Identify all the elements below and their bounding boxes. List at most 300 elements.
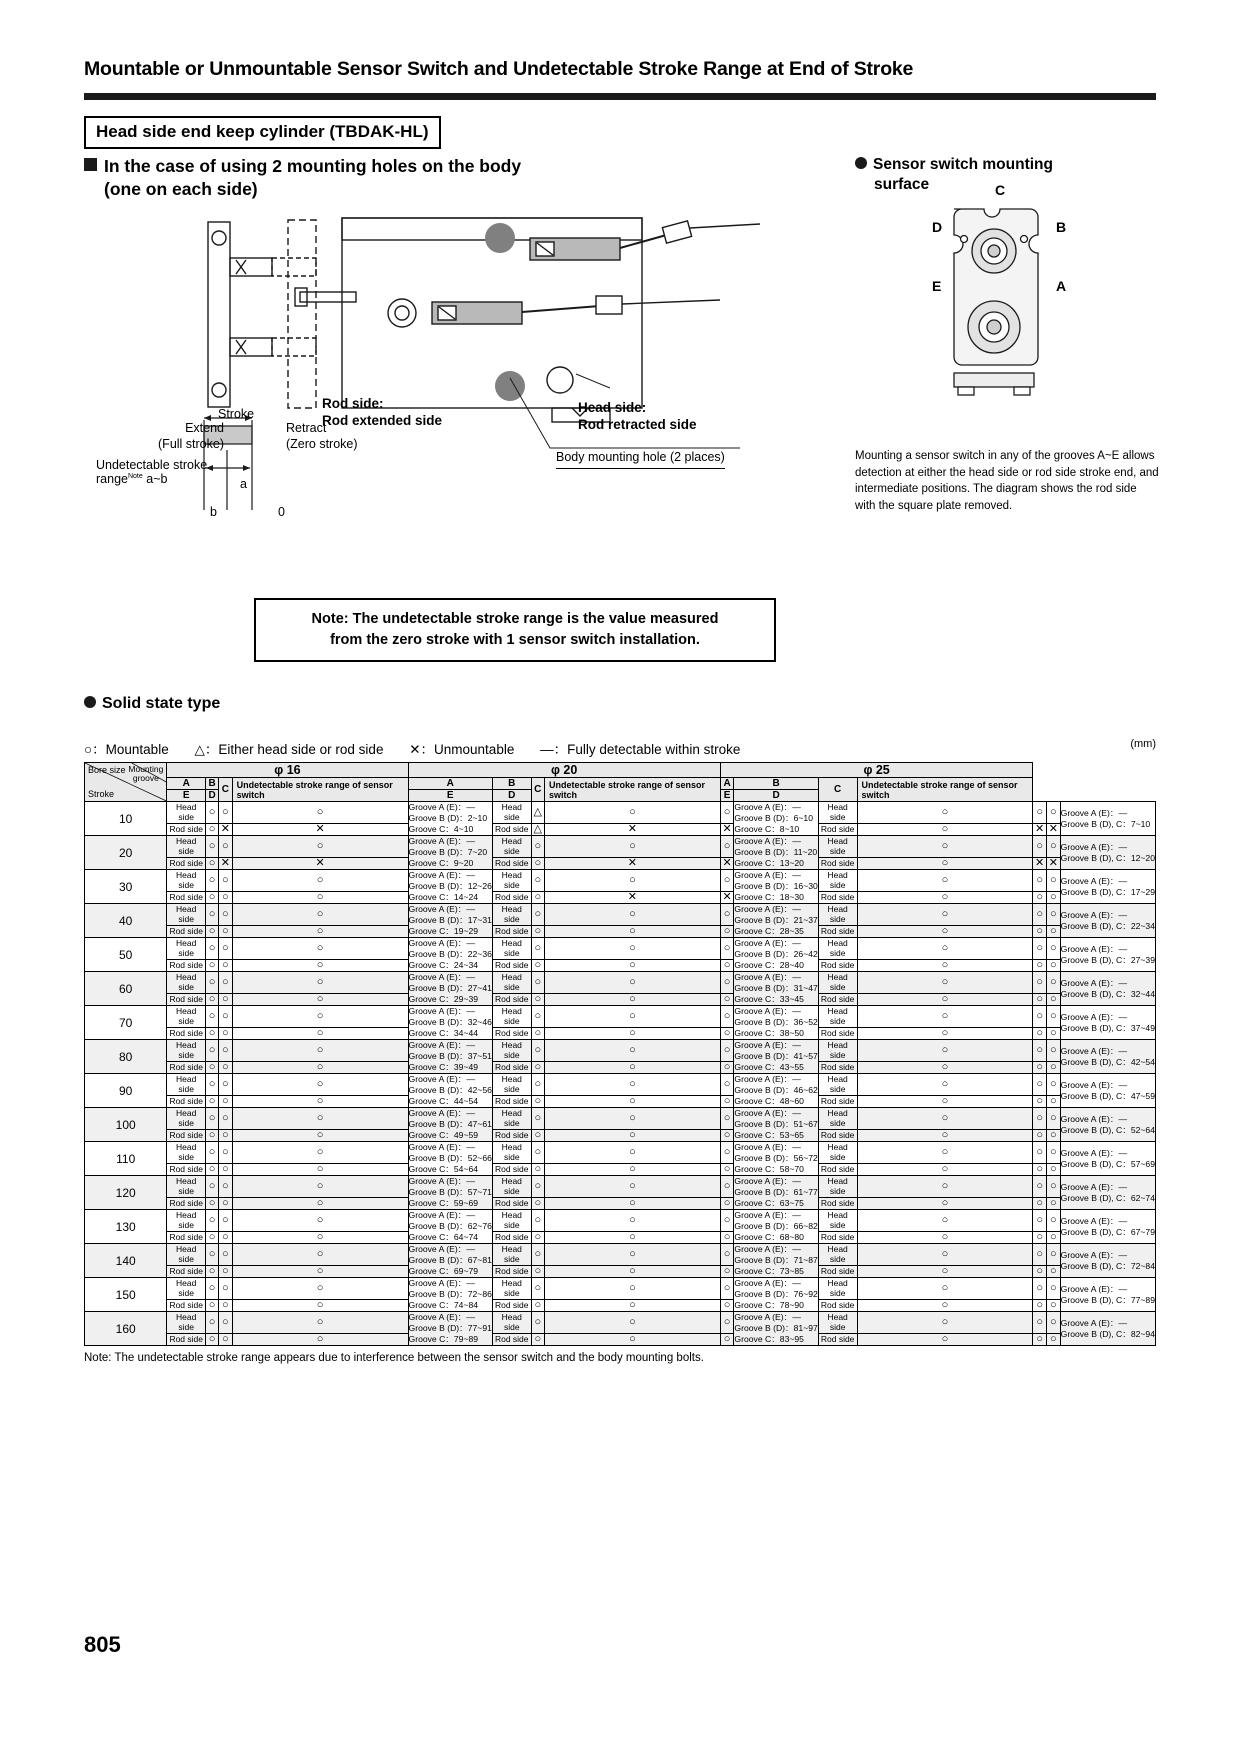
mark-head-c: ○: [720, 972, 734, 994]
mark-head-b: ○: [1033, 1278, 1047, 1300]
range-cell: [408, 1006, 492, 1040]
mark-head-a: ○: [206, 904, 219, 926]
label-zero: 0: [278, 505, 285, 519]
side-label-head: Head side: [492, 1108, 531, 1130]
stroke-value: 100: [85, 1108, 167, 1142]
range-cell: [734, 1312, 818, 1346]
range-line: Groove C：63~75: [734, 1198, 804, 1208]
table-row: [85, 1265, 1156, 1277]
mark-rod-c: ○: [1046, 1061, 1060, 1073]
col-range-20: Undetectable stroke range of sensor switch: [544, 778, 720, 802]
mark-rod-b: ○: [1033, 1095, 1047, 1107]
legend-item-3: —：Fully detectable within stroke: [540, 742, 741, 757]
mark-rod-c: ○: [232, 1265, 408, 1277]
range-line: Groove A (E)：—: [408, 904, 475, 914]
side-label-rod: Rod side: [167, 993, 206, 1005]
range-line: Groove C：33~45: [734, 994, 804, 1004]
range-line: Groove C：83~95: [734, 1334, 804, 1344]
mark-rod-b: ○: [1033, 1061, 1047, 1073]
range-line: Groove A (E)：—: [734, 1210, 801, 1220]
mark-head-a: ○: [857, 1244, 1033, 1266]
mark-head-a: ○: [206, 938, 219, 960]
range-cell: [408, 1040, 492, 1074]
side-label-rod: Rod side: [492, 1231, 531, 1243]
mark-head-c: ○: [720, 1244, 734, 1266]
stroke-value: 70: [85, 1006, 167, 1040]
mark-rod-a: ○: [206, 1163, 219, 1175]
mark-head-c: ○: [232, 1278, 408, 1300]
legend-item-2: ✕：Unmountable: [409, 742, 515, 757]
range-cell: [1060, 1244, 1155, 1278]
mark-rod-b: ○: [1033, 1163, 1047, 1175]
label-b: b: [210, 505, 217, 519]
range-cell: [408, 1108, 492, 1142]
side-label-rod: Rod side: [167, 1095, 206, 1107]
mark-rod-a: ○: [206, 1299, 219, 1311]
legend-item-1: △：Either head side or rod side: [194, 742, 384, 757]
range-cell: [734, 1278, 818, 1312]
table-row: [85, 1244, 1156, 1266]
stroke-value: 40: [85, 904, 167, 938]
side-label-head: Head side: [492, 1278, 531, 1300]
side-label-head: Head side: [818, 802, 857, 824]
range-line: Groove C：43~55: [734, 1062, 804, 1072]
mark-head-b: ○: [219, 1312, 233, 1334]
mark-head-a: ○: [531, 1312, 544, 1334]
mark-rod-c: ○: [232, 891, 408, 903]
stroke-value: 10: [85, 802, 167, 836]
side-label-rod: Rod side: [167, 891, 206, 903]
range-line: Groove C：14~24: [408, 892, 479, 902]
mark-head-c: ○: [1046, 1312, 1060, 1334]
table-row: [85, 870, 1156, 892]
range-line: Groove A (E)：—: [734, 802, 801, 812]
range-line: Groove A (E)：—: [734, 972, 801, 982]
mark-head-c: ○: [1046, 1006, 1060, 1028]
corner-mounting-groove: [128, 765, 163, 783]
range-line: Groove C：69~79: [408, 1266, 479, 1276]
side-label-rod: Rod side: [167, 1163, 206, 1175]
mark-head-c: ○: [232, 972, 408, 994]
mark-rod-a: ○: [531, 891, 544, 903]
page-number: 805: [84, 1632, 121, 1657]
table-header-groove: [85, 778, 1156, 802]
mark-head-c: ○: [720, 1142, 734, 1164]
mark-head-a: ○: [857, 1108, 1033, 1130]
range-line: Groove C：13~20: [734, 858, 804, 868]
mark-head-c: ○: [232, 1210, 408, 1232]
mark-head-a: ○: [531, 870, 544, 892]
range-line: Groove A (E)：—: [1060, 1215, 1128, 1226]
mark-rod-c: ✕: [1046, 857, 1060, 869]
mark-rod-c: ○: [1046, 1163, 1060, 1175]
mark-head-b: ○: [544, 1142, 720, 1164]
mark-head-b: ○: [219, 1210, 233, 1232]
mark-rod-a: ○: [531, 857, 544, 869]
mark-rod-a: ○: [857, 1231, 1033, 1243]
mark-head-a: ○: [531, 1142, 544, 1164]
mark-rod-c: ○: [720, 1129, 734, 1141]
mark-head-c: ○: [720, 836, 734, 858]
groove-label-a: A: [1056, 278, 1067, 294]
mark-rod-a: ○: [531, 1333, 544, 1345]
range-cell: [734, 836, 818, 870]
table-row: [85, 1197, 1156, 1209]
side-label-head: Head side: [492, 1210, 531, 1232]
mark-rod-a: ○: [857, 1299, 1033, 1311]
range-line: Groove A (E)：—: [1060, 977, 1128, 988]
range-cell: [1060, 870, 1155, 904]
mark-rod-a: ○: [206, 925, 219, 937]
corner-bore-size: Bore size: [88, 765, 126, 775]
side-label-head: Head side: [167, 1074, 206, 1096]
mark-head-a: ○: [531, 1244, 544, 1266]
square-bullet-icon: [84, 158, 97, 171]
range-line: Groove A (E)：—: [408, 1312, 475, 1322]
range-line: Groove A (E)：—: [734, 1312, 801, 1322]
mark-rod-b: ○: [1033, 1265, 1047, 1277]
side-label-rod: Rod side: [492, 1163, 531, 1175]
mark-rod-b: ○: [1033, 1197, 1047, 1209]
range-line: Groove A (E)：—: [408, 1244, 475, 1254]
col-c-16: C: [219, 778, 233, 802]
mark-head-b: ○: [544, 1244, 720, 1266]
table-row: [85, 938, 1156, 960]
mark-head-c: ○: [1046, 1210, 1060, 1232]
mark-rod-c: ✕: [720, 823, 734, 835]
mark-head-c: ○: [232, 836, 408, 858]
range-cell: [734, 904, 818, 938]
table-row: [85, 925, 1156, 937]
range-line: Groove B (D)：12~26: [408, 881, 492, 891]
mark-head-b: ○: [1033, 1040, 1047, 1062]
mark-head-a: ○: [531, 938, 544, 960]
mark-head-a: ○: [531, 1074, 544, 1096]
range-line: Groove C：53~65: [734, 1130, 804, 1140]
range-line: Groove C：54~64: [408, 1164, 479, 1174]
note-box-line2: from the zero stroke with 1 sensor switch installation.: [330, 632, 700, 649]
mark-rod-a: ○: [206, 1265, 219, 1277]
mark-rod-c: ○: [720, 993, 734, 1005]
mark-head-b: ○: [219, 802, 233, 824]
mark-rod-c: ○: [1046, 1129, 1060, 1141]
mark-head-c: ○: [1046, 1142, 1060, 1164]
col-b-16: [206, 778, 219, 802]
range-line: Groove B (D)：11~20: [734, 847, 818, 857]
side-label-head: Head side: [492, 802, 531, 824]
range-line: Groove B (D)：57~71: [408, 1187, 492, 1197]
mark-rod-c: ○: [1046, 1333, 1060, 1345]
side-label-rod: Rod side: [818, 1265, 857, 1277]
range-line: Groove C：48~60: [734, 1096, 804, 1106]
col-a-25-top: A: [723, 778, 731, 789]
range-line: Groove B (D), C：77~89: [1060, 1294, 1155, 1305]
mark-head-c: ○: [232, 1074, 408, 1096]
range-line: Groove A (E)：—: [408, 938, 475, 948]
range-cell: [408, 938, 492, 972]
mark-rod-c: ○: [720, 1299, 734, 1311]
side-label-head: Head side: [167, 802, 206, 824]
range-cell: [734, 972, 818, 1006]
mark-head-a: ○: [857, 1278, 1033, 1300]
mark-rod-b: ○: [544, 1231, 720, 1243]
side-label-rod: Rod side: [492, 1333, 531, 1345]
range-line: Groove C：78~90: [734, 1300, 804, 1310]
mark-head-b: ○: [544, 1006, 720, 1028]
mark-head-c: ○: [720, 1040, 734, 1062]
range-line: Groove C：38~50: [734, 1028, 804, 1038]
side-label-rod: Rod side: [167, 1061, 206, 1073]
side-label-rod: Rod side: [492, 857, 531, 869]
label-rod-side-2: Rod extended side: [322, 413, 443, 428]
mark-rod-c: ○: [720, 1197, 734, 1209]
mark-rod-b: ○: [544, 1061, 720, 1073]
side-label-head: Head side: [818, 870, 857, 892]
range-line: Groove A (E)：—: [734, 1142, 801, 1152]
range-line: Groove B (D), C：67~79: [1060, 1226, 1155, 1237]
table-row: [85, 836, 1156, 858]
mark-rod-b: ○: [1033, 993, 1047, 1005]
side-label-rod: Rod side: [167, 823, 206, 835]
range-cell: [1060, 1278, 1155, 1312]
range-cell: [1060, 972, 1155, 1006]
mark-rod-a: ○: [857, 857, 1033, 869]
mark-rod-b: ○: [544, 1095, 720, 1107]
side-label-head: Head side: [167, 938, 206, 960]
mark-rod-a: ○: [206, 1129, 219, 1141]
side-label-head: Head side: [167, 1278, 206, 1300]
table-row: [85, 1299, 1156, 1311]
mark-rod-c: ○: [232, 959, 408, 971]
col-b-16-top: B: [208, 778, 216, 789]
col-b-20-bottom: D: [493, 789, 531, 801]
mark-head-b: ○: [219, 1176, 233, 1198]
mark-head-b: ○: [544, 1074, 720, 1096]
stroke-range-table: [84, 762, 1156, 1346]
mark-head-b: ○: [1033, 802, 1047, 824]
side-label-head: Head side: [492, 1142, 531, 1164]
range-cell: [734, 1142, 818, 1176]
range-line: Groove C：44~54: [408, 1096, 479, 1106]
range-line: Groove B (D)：71~87: [734, 1255, 818, 1265]
mark-head-a: ○: [206, 1278, 219, 1300]
range-line: Groove B (D)：46~62: [734, 1085, 818, 1095]
mark-rod-a: ○: [857, 1129, 1033, 1141]
range-line: Groove A (E)：—: [734, 1108, 801, 1118]
mark-head-b: ○: [544, 904, 720, 926]
mark-rod-c: ○: [720, 1061, 734, 1073]
side-label-rod: Rod side: [167, 1265, 206, 1277]
side-label-head: Head side: [167, 1210, 206, 1232]
col-c-20: C: [531, 778, 544, 802]
mark-head-a: ○: [206, 1108, 219, 1130]
table-row: [85, 1061, 1156, 1073]
side-label-head: Head side: [492, 972, 531, 994]
side-label-head: Head side: [818, 1142, 857, 1164]
side-label-rod: Rod side: [492, 959, 531, 971]
range-line: Groove B (D), C：32~44: [1060, 988, 1155, 999]
mark-head-a: ○: [857, 802, 1033, 824]
mark-rod-a: ○: [857, 993, 1033, 1005]
mark-head-a: ○: [206, 1244, 219, 1266]
col-range-16: Undetectable stroke range of sensor switch: [232, 778, 408, 802]
mark-head-c: ○: [1046, 972, 1060, 994]
mark-head-c: ○: [720, 802, 734, 824]
mark-rod-c: ○: [1046, 925, 1060, 937]
mark-head-b: ○: [1033, 1176, 1047, 1198]
mark-head-c: ○: [232, 802, 408, 824]
side-label-head: Head side: [492, 836, 531, 858]
range-cell: [408, 904, 492, 938]
table-row: [85, 857, 1156, 869]
table-corner-cell: [85, 763, 167, 802]
range-cell: [408, 1074, 492, 1108]
undetectable-superscript: Note: [127, 472, 143, 480]
label-body-mounting-hole: Body mounting hole (2 places): [556, 450, 725, 469]
range-line: Groove B (D)：26~42: [734, 949, 818, 959]
mark-rod-b: ○: [219, 1095, 233, 1107]
mark-rod-c: ○: [720, 1265, 734, 1277]
mark-head-c: ○: [1046, 904, 1060, 926]
col-a-16-bottom: E: [167, 789, 205, 801]
table-row: [85, 1027, 1156, 1039]
mark-head-a: ○: [206, 1142, 219, 1164]
side-label-head: Head side: [818, 938, 857, 960]
stroke-value: 20: [85, 836, 167, 870]
range-line: Groove B (D)：17~31: [408, 915, 492, 925]
side-label-head: Head side: [818, 1108, 857, 1130]
mark-head-c: ○: [232, 870, 408, 892]
label-full-stroke: (Full stroke): [158, 437, 224, 451]
mark-rod-a: ○: [531, 1197, 544, 1209]
side-label-head: Head side: [167, 1312, 206, 1334]
side-label-head: Head side: [818, 1278, 857, 1300]
mark-rod-a: ○: [857, 925, 1033, 937]
mark-head-a: ○: [857, 1142, 1033, 1164]
range-line: Groove B (D), C：17~29: [1060, 886, 1155, 897]
mark-head-a: ○: [206, 1040, 219, 1062]
note-box: [254, 598, 776, 662]
range-line: Groove B (D)：52~66: [408, 1153, 492, 1163]
range-cell: [734, 1108, 818, 1142]
range-line: Groove C：49~59: [408, 1130, 479, 1140]
side-label-rod: Rod side: [167, 1231, 206, 1243]
groove-label-d: D: [932, 219, 943, 235]
mark-head-a: ○: [857, 1176, 1033, 1198]
mark-head-a: ○: [206, 1006, 219, 1028]
mark-rod-c: ✕: [232, 857, 408, 869]
mark-rod-b: ○: [544, 1265, 720, 1277]
mark-rod-a: ○: [206, 1027, 219, 1039]
mark-rod-b: ✕: [544, 857, 720, 869]
mark-rod-a: ○: [206, 959, 219, 971]
label-rod-side-1: Rod side:: [322, 396, 384, 411]
range-line: Groove B (D)：36~52: [734, 1017, 818, 1027]
table-row: [85, 1095, 1156, 1107]
mark-rod-b: ○: [219, 993, 233, 1005]
mark-head-b: ○: [544, 1210, 720, 1232]
mark-head-c: ○: [232, 1040, 408, 1062]
mark-rod-a: ○: [857, 1027, 1033, 1039]
range-line: Groove B (D), C：12~20: [1060, 852, 1155, 863]
mark-head-b: ○: [1033, 870, 1047, 892]
mark-head-b: ○: [1033, 1244, 1047, 1266]
mark-head-b: ○: [219, 1040, 233, 1062]
range-line: Groove A (E)：—: [1060, 807, 1128, 818]
range-cell: [408, 870, 492, 904]
mark-head-b: ○: [1033, 1312, 1047, 1334]
side-label-head: Head side: [492, 1006, 531, 1028]
mark-rod-b: ✕: [219, 857, 233, 869]
undetectable-word: range: [96, 472, 128, 486]
mark-rod-c: ○: [720, 1333, 734, 1345]
col-a-20: [408, 778, 492, 802]
mark-head-c: ○: [1046, 1074, 1060, 1096]
range-line: Groove A (E)：—: [408, 1006, 475, 1016]
side-label-rod: Rod side: [492, 1197, 531, 1209]
mark-rod-b: ○: [219, 925, 233, 937]
range-line: Groove A (E)：—: [408, 1040, 475, 1050]
range-line: Groove B (D), C：72~84: [1060, 1260, 1155, 1271]
range-line: Groove A (E)：—: [408, 1210, 475, 1220]
range-line: Groove C：73~85: [734, 1266, 804, 1276]
mark-head-b: ○: [1033, 1074, 1047, 1096]
mark-rod-c: ○: [720, 959, 734, 971]
range-cell: [408, 1142, 492, 1176]
groove-label-e: E: [932, 278, 942, 294]
mark-head-c: ○: [1046, 938, 1060, 960]
range-cell: [734, 802, 818, 836]
col-a-16: [167, 778, 206, 802]
mark-head-b: ○: [544, 836, 720, 858]
mark-rod-b: ○: [1033, 959, 1047, 971]
range-cell: [408, 802, 492, 836]
range-line: Groove C：68~80: [734, 1232, 804, 1242]
mark-head-b: ○: [219, 1278, 233, 1300]
range-cell: [408, 1278, 492, 1312]
range-line: Groove B (D)：16~30: [734, 881, 818, 891]
table-row: [85, 972, 1156, 994]
stroke-value: 110: [85, 1142, 167, 1176]
mark-rod-a: ○: [531, 1231, 544, 1243]
mark-head-b: ○: [219, 870, 233, 892]
mark-rod-a: ○: [206, 1231, 219, 1243]
range-line: Groove A (E)：—: [1060, 1079, 1128, 1090]
range-line: Groove B (D)：76~92: [734, 1289, 818, 1299]
mark-head-b: ○: [544, 1108, 720, 1130]
mark-rod-a: ○: [857, 823, 1033, 835]
mark-head-a: ○: [857, 972, 1033, 994]
side-label-head: Head side: [818, 1176, 857, 1198]
range-line: Groove A (E)：—: [1060, 1249, 1128, 1260]
col-c-25: C: [818, 778, 857, 802]
range-line: Groove C：39~49: [408, 1062, 479, 1072]
mark-rod-b: ○: [219, 959, 233, 971]
range-cell: [1060, 1108, 1155, 1142]
mark-rod-c: ○: [1046, 1299, 1060, 1311]
side-label-rod: Rod side: [167, 925, 206, 937]
range-line: Groove A (E)：—: [1060, 943, 1128, 954]
mark-rod-c: ○: [1046, 1095, 1060, 1107]
side-label-head: Head side: [167, 1176, 206, 1198]
col-a-16-top: A: [182, 778, 190, 789]
range-cell: [734, 1006, 818, 1040]
stroke-value: 140: [85, 1244, 167, 1278]
mark-head-c: ○: [1046, 1278, 1060, 1300]
range-line: Groove A (E)：—: [734, 836, 801, 846]
mark-head-a: ○: [857, 1006, 1033, 1028]
side-label-rod: Rod side: [167, 857, 206, 869]
